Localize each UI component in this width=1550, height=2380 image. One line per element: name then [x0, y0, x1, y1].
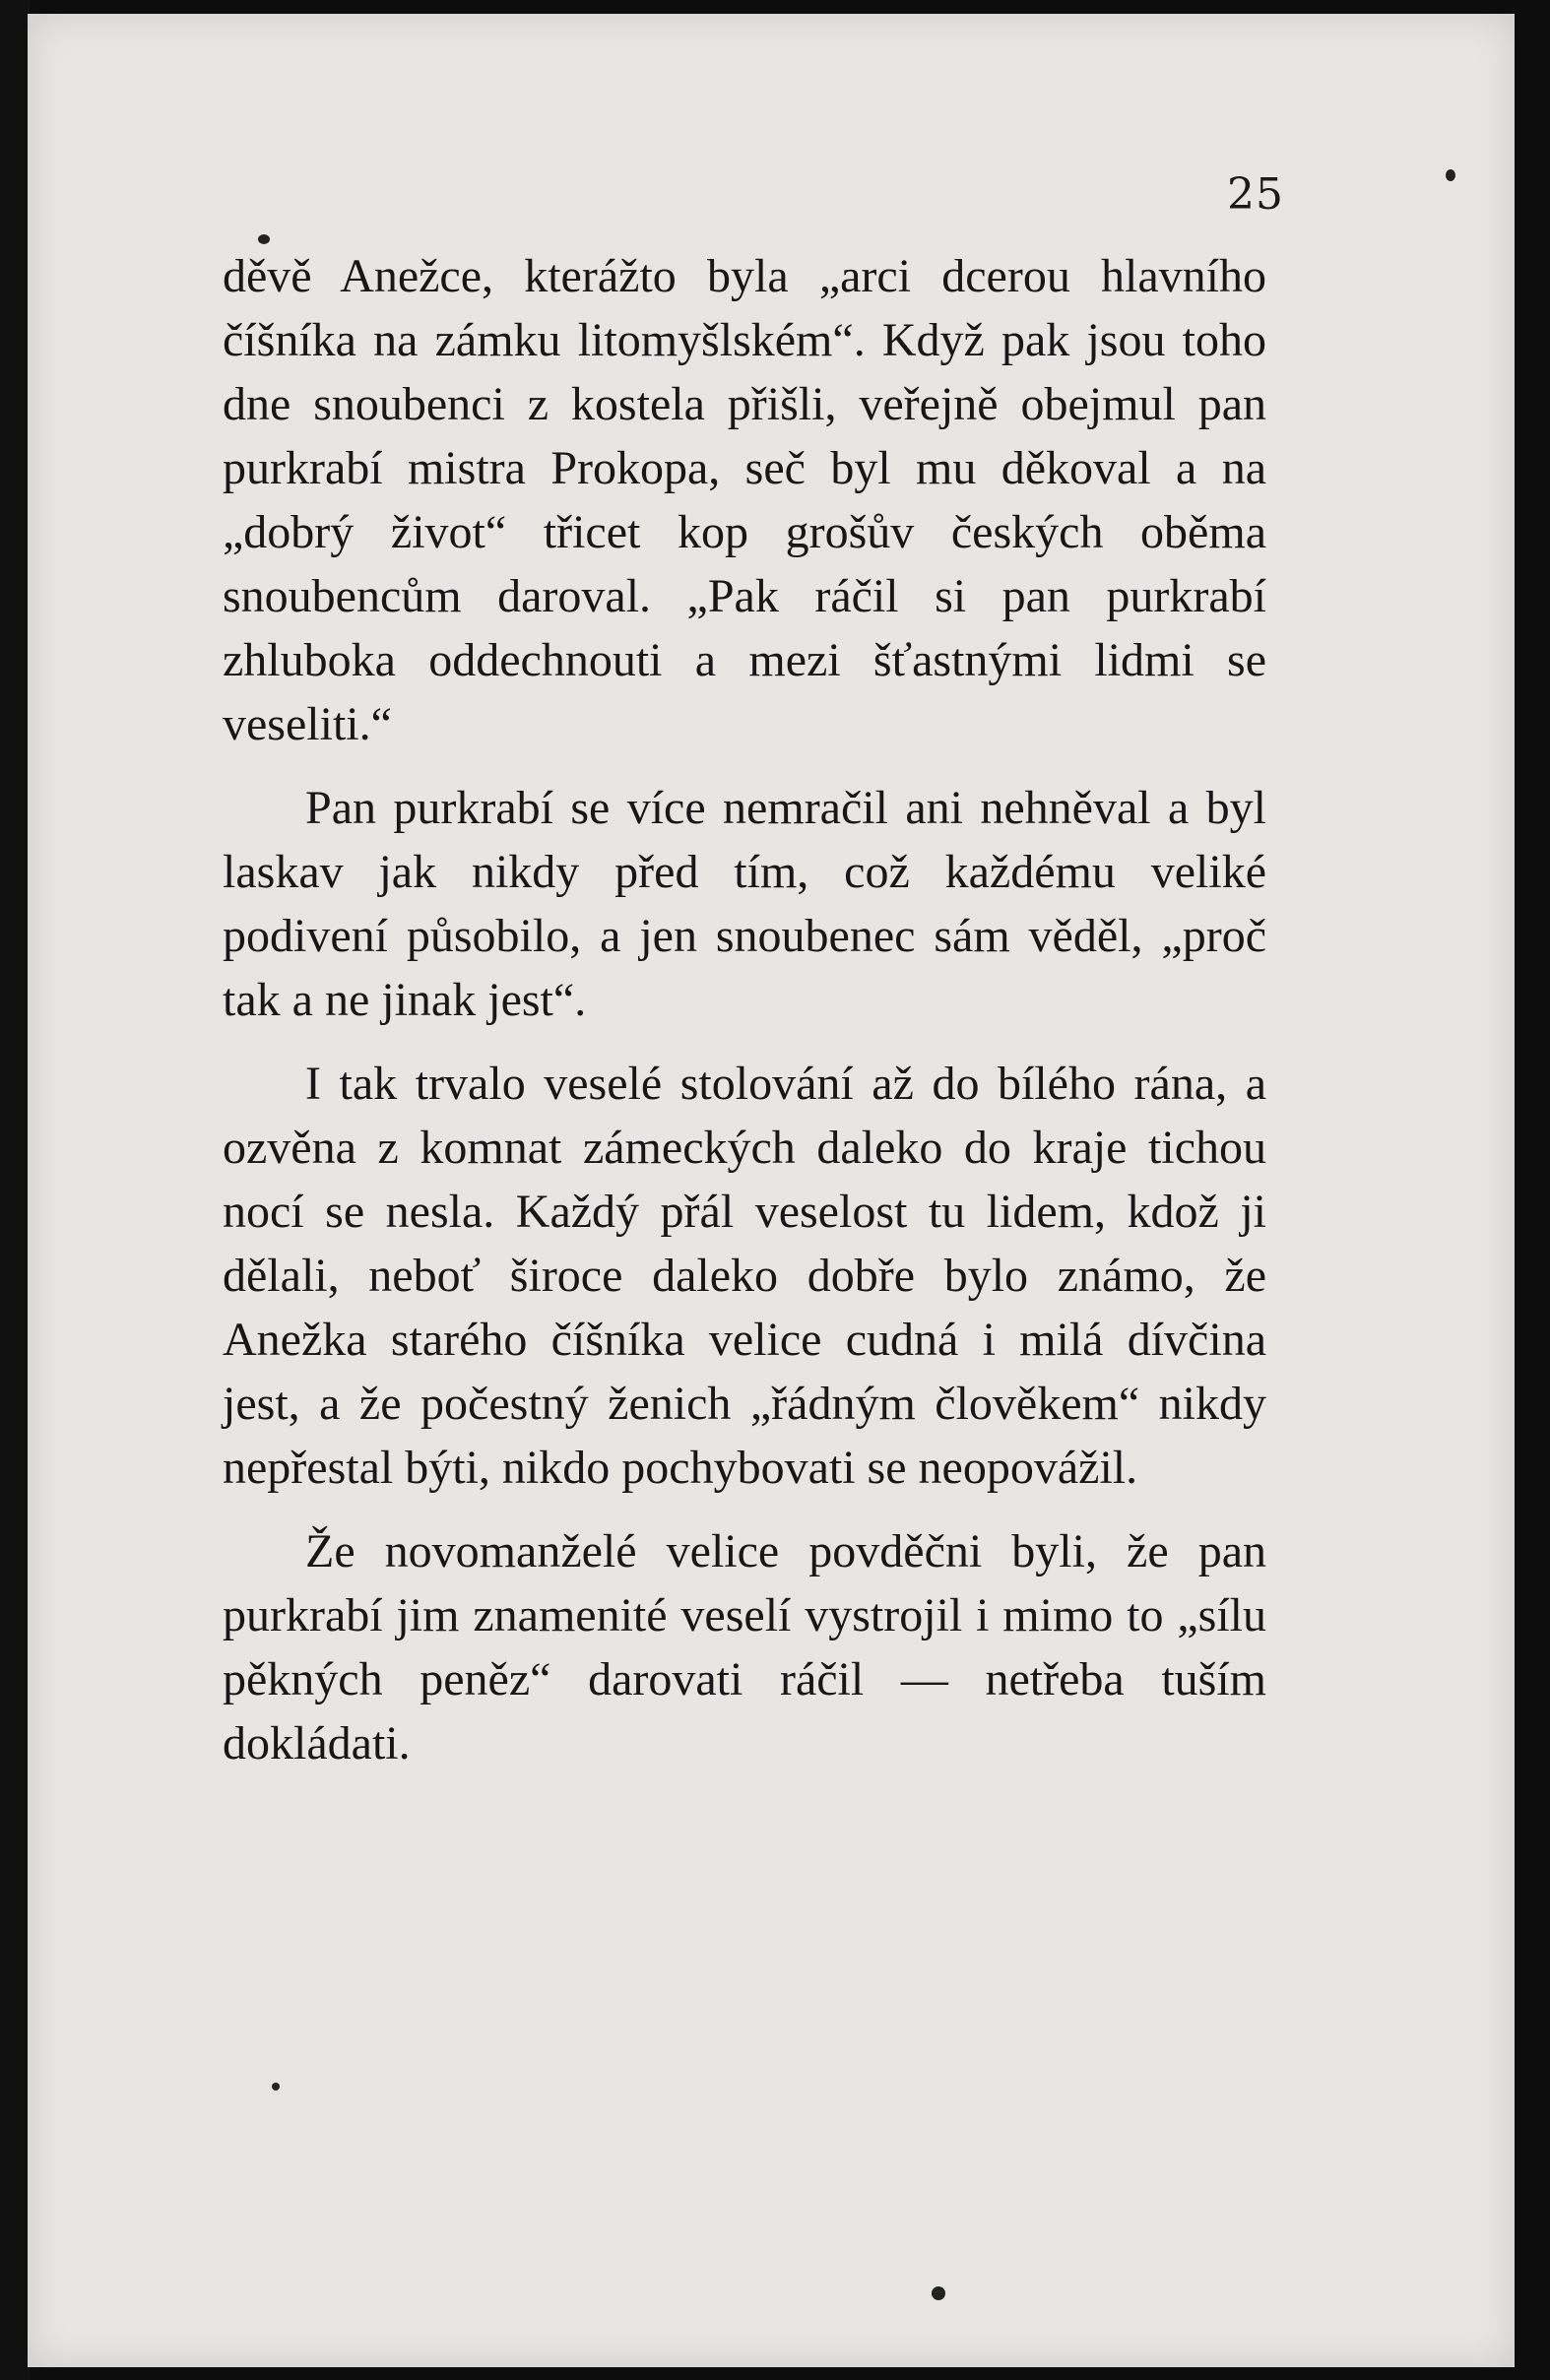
paragraph-1: děvě Anežce, kterážto byla „arci dcerou hlavního číšníka na zámku litomyšlském“. Když pak jsou toho dne snoubenci z kostela přišli, veřejně obejmul pan purkrabí mistra Prokopa, seč byl mu děkoval a na „dobrý život“ třicet kop grošův českých oběma snoubencům daroval. „Pak ráčil si pan purkrabí zhluboka oddechnouti a mezi šťastnými lidmi se veseliti.“ [223, 250, 1266, 750]
paper-speck [1446, 169, 1455, 181]
paragraph-4: Že novomanželé velice povděčni byli, že pan purkrabí jim znamenité veselí vystrojil i mimo to „sílu pěkných peněz“ darovati ráčil — netřeba tuším dokládati. [223, 1525, 1266, 1769]
paper-speck [258, 234, 270, 244]
paragraph-3: I tak trvalo veselé stolování až do bílého rána, a ozvěna z komnat zámeckých daleko do kraje tichou nocí se nesla. Každý přál veselost tu lidem, kdož ji dělali, neboť široce daleko dobře bylo známo, že Anežka starého číšníka velice cudná i milá dívčina jest, a že počestný ženich „řádným člověkem“ nikdy nepřestal býti, nikdo pochybovati se neopovážil. [223, 1058, 1266, 1494]
page-number: 25 [1227, 169, 1284, 220]
page-body-text [223, 244, 1266, 1795]
book-spine-edge [0, 0, 30, 2380]
paper-speck [932, 2286, 945, 2300]
paragraph-2: Pan purkrabí se více nemračil ani nehněval a byl laskav jak nikdy před tím, což každému veliké podivení působilo, a jen snoubenec sám věděl, „proč tak a ne jinak jest“. [223, 782, 1266, 1026]
paper-speck [272, 2083, 280, 2091]
